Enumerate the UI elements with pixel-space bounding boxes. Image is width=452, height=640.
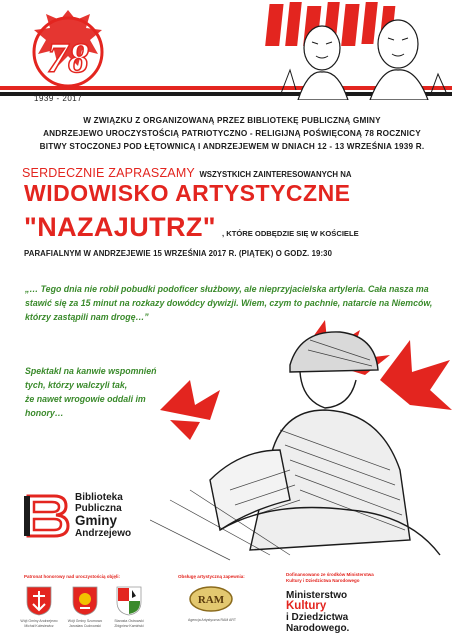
library-name-line-4: Andrzejewo [75,528,132,539]
library-logo-icon [24,492,70,538]
crest-2-name: Jarosław Cudnowski [69,624,101,628]
logo-number: 78 [47,36,89,82]
spectacle-description [25,364,175,420]
quote-line-3: którzy zastąpili nam drogę…” [25,312,149,322]
artistic-service-caption: Obsługę artystyczną zapewnia: [178,574,245,579]
library-name-line-3: Gminy [75,513,118,528]
ram-art-caption: Agencja Artystyczna RAM ART [188,618,236,622]
header [0,0,452,108]
event-venue-start: , KTÓRE ODBĘDZIE SIĘ W KOŚCIELE [222,229,359,238]
portraits-illustration [250,0,452,100]
funding-note-line-1: Dofinansowano ze środków Ministerstwa [286,572,374,577]
event-name: "NAZAJUTRZ" [24,212,216,242]
ram-logo-text: RAM [197,594,225,606]
soldier-illustration [150,300,452,565]
spectacle-line-3: że nawet wrogowie oddali im [25,394,146,404]
spectacle-line-2: tych, którzy walczyli tak, [25,380,128,390]
library-name-line-2: Publiczna [75,503,122,514]
library-name-line-1: Biblioteka [75,492,123,503]
quote-line-1: „… Tego dnia nie robił pobudki podoficer służbowy, ale nieprzyjacielska artyleria. Cała nasza ma [25,284,429,294]
intro-line-3: BITWY STOCZONEJ POD ŁĘTOWNICĄ I ANDRZEJEWEM W DNIACH 12 - 13 WRZEŚNIA 1939 R. [39,142,425,151]
crest-2-caption: Wójt Gminy Szumowo [67,619,103,623]
patronage-caption: Patronat honorowy nad uroczystością objęli: [24,574,121,579]
quote-line-2: stawić się za 15 minut na rozkazy dowódcy dywizji. Wiem, czym to pachnie, natarcie na Niemców, [25,298,433,308]
ministry-line-3: i Dziedzictwa [286,612,349,623]
intro-line-1: W ZWIĄZKU Z ORGANIZOWANĄ PRZEZ BIBLIOTEKĘ PUBLICZNĄ GMINY [83,116,381,125]
ram-art-logo [188,584,234,614]
ostrow-county-crest-icon [116,586,142,616]
anniversary-78-logo [18,6,118,98]
crest-3-name: Zbigniew Kamiński [114,624,144,628]
ministry-line-2: Kultury [286,600,327,612]
ministry-line-1: Ministerstwo [286,590,348,601]
invitation-rest: WSZYSTKICH ZAINTERESOWANYCH NA [199,170,352,179]
crest-1-name: Michał Kulesiewicz [24,624,54,628]
event-title: WIDOWISKO ARTYSTYCZNE [24,180,351,206]
spectacle-line-1: Spektakl na kanwie wspomnień [25,366,157,376]
event-date-place: PARAFIALNYM W ANDRZEJEWIE 15 WRZEŚNIA 2017 R. (PIĄTEK) O GODZ. 19:30 [24,249,333,258]
intro-text [22,114,442,153]
andrzejewo-crest-icon [26,586,52,616]
spectacle-line-4: honory… [25,408,64,418]
anniversary-years: 1939 - 2017 [34,94,83,103]
szumowo-crest-icon [72,586,98,616]
invitation-highlight: SERDECZNIE ZAPRASZAMY [22,166,195,180]
crest-3-caption: Starosta Ostrowski [114,619,144,623]
memoir-quote [25,282,440,324]
footer-sponsors [0,562,452,640]
crest-1-caption: Wójt Gminy Andrzejewo [20,619,58,623]
ministry-logo [286,590,349,634]
funding-note-line-2: Kultury i Dziedzictwa Narodowego [286,578,360,583]
intro-line-2: ANDRZEJEWO UROCZYSTOŚCIĄ PATRIOTYCZNO - RELIGIJNĄ POŚWIĘCONĄ 78 ROCZNICY [43,129,421,138]
library-name [75,492,131,539]
ministry-line-4: Narodowego. [286,623,350,634]
